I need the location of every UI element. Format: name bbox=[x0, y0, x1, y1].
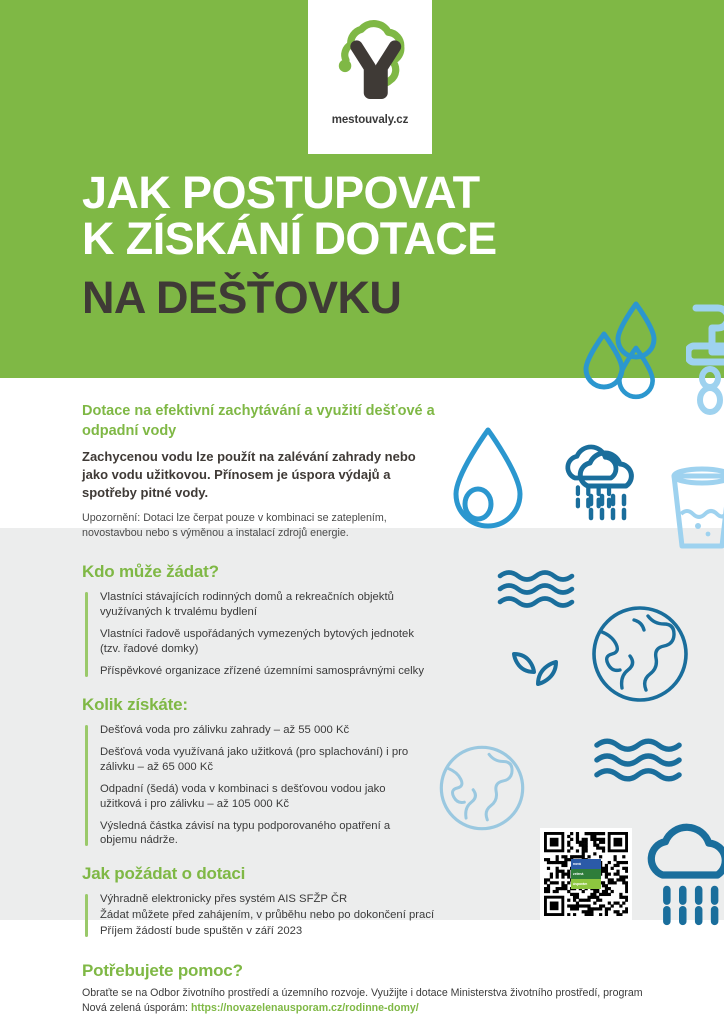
qr-code[interactable] bbox=[540, 828, 632, 920]
section-kolik-ziskate bbox=[0, 695, 724, 848]
section-heading: Kdo může žádat? bbox=[82, 562, 219, 582]
qr-center-logo bbox=[571, 859, 601, 889]
list-item: Příjem žádostí bude spuštěn v září 2023 bbox=[100, 925, 303, 938]
intro-strong-text: Zachycenou vodu lze použít na zalévání zahrady nebo jako vodu užitkovou. Přínosem je úspora výdajů a spotřeby pitné vody. bbox=[82, 449, 416, 500]
footer-section bbox=[0, 961, 724, 1016]
section-heading: Kolik získáte: bbox=[82, 695, 188, 714]
section-heading: Jak požádat o dotaci bbox=[82, 864, 246, 884]
headline-line-2: K ZÍSKÁNÍ DOTACE bbox=[82, 213, 497, 265]
logo-url-text: mestouvaly.cz bbox=[331, 114, 409, 126]
footer-text bbox=[82, 986, 662, 1016]
intro-section bbox=[0, 378, 724, 540]
qr-label-line1: nová bbox=[573, 862, 581, 866]
poster-headline bbox=[82, 167, 682, 323]
qr-code-grid bbox=[544, 832, 628, 916]
list-item: Žádat můžete před zahájením, v průběhu nebo po dokončení prací bbox=[100, 909, 435, 922]
list-item: Vlastníci řadově uspořádaných vymezených bytových jednotek (tzv. řadové domky) bbox=[100, 628, 414, 656]
bullet-list bbox=[82, 590, 724, 679]
main-content bbox=[0, 378, 724, 1016]
list-item: Výhradně elektronicky přes systém AIS SFŽP ČR bbox=[100, 893, 348, 906]
footer-heading: Potřebujete pomoc? bbox=[82, 961, 243, 981]
qr-logo-band-1 bbox=[571, 859, 601, 869]
logo-card bbox=[308, 0, 432, 154]
list-item: Dešťová voda pro zálivku zahrady – až 55 000 Kč bbox=[100, 724, 350, 736]
list-item: Příspěvkové organizace zřízené územními samosprávnými celky bbox=[100, 665, 424, 678]
list-item: Odpadní (šedá) voda v kombinaci s dešťovou vodou jako užitková i pro zálivku – až 105 000 Kč bbox=[100, 782, 386, 810]
section-kdo-muze-zadat bbox=[0, 562, 724, 679]
qr-label-line3: úsporám bbox=[573, 882, 588, 886]
list-item: Vlastníci stávajících rodinných domů a rekreačních objektů využívaných k trvalému bydlení bbox=[100, 591, 394, 619]
headline-line-1: JAK POSTUPOVAT bbox=[82, 167, 480, 218]
list-item: Dešťová voda využívaná jako užitková (pro splachování) i pro zálivku – až 65 000 Kč bbox=[100, 745, 409, 773]
list-item: Výsledná částka závisí na typu podporovaného opatření a objemu nádrže. bbox=[100, 819, 391, 847]
novazelenausporam-link[interactable]: https://novazelenausporam.cz/rodinne-domy/ bbox=[190, 1002, 419, 1015]
qr-label-line2: zelená bbox=[573, 872, 584, 876]
tree-with-y-logo-icon bbox=[322, 12, 418, 112]
intro-title: Dotace na efektivní zachytávání a využití dešťové a odpadní vody bbox=[82, 403, 435, 439]
qr-logo-band-2 bbox=[571, 869, 601, 879]
headline-line-3: NA DEŠŤOVKU bbox=[82, 271, 402, 323]
qr-logo-band-3 bbox=[571, 879, 601, 889]
footer-text-body: Obraťte se na Odbor životního prostředí a územního rozvoje. Využijte i dotace Ministerstva životního prostředí, program Nová zelená úsporám: bbox=[82, 987, 643, 1015]
intro-note-text: Upozornění: Dotaci lze čerpat pouze v kombinaci se zateplením, novostavbou nebo s výměnou a instalací zdrojů energie. bbox=[82, 511, 387, 539]
